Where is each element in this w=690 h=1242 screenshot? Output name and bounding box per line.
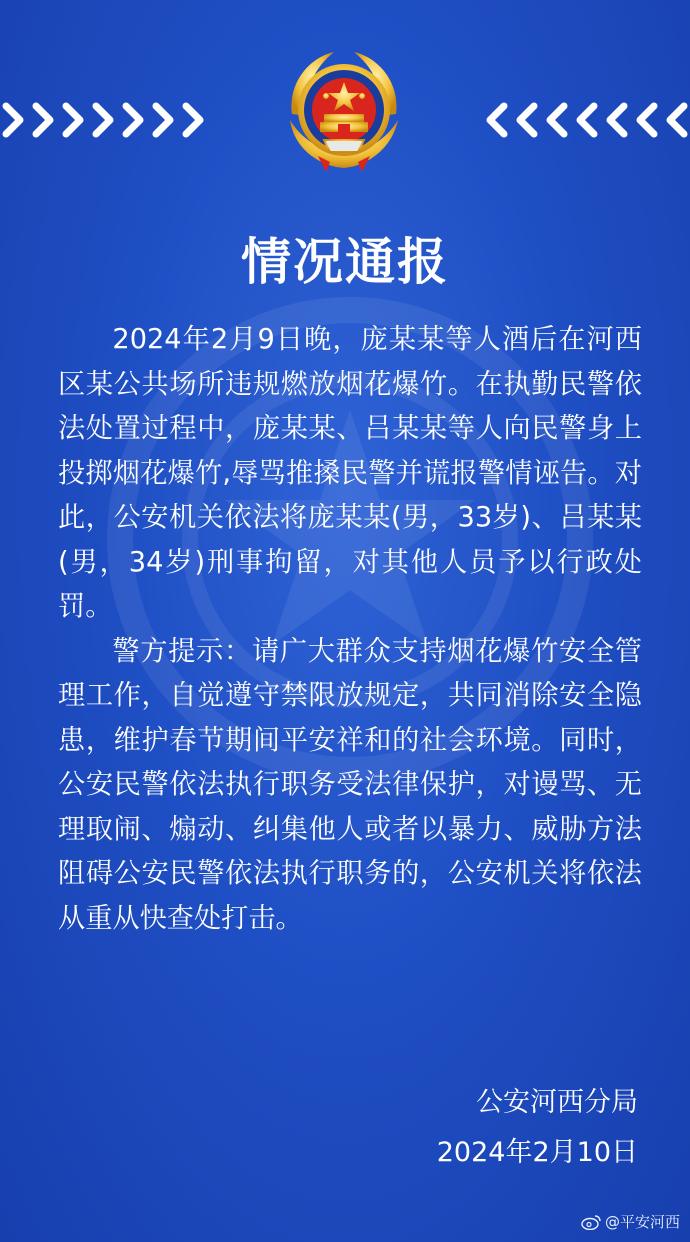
chevron-right-icon (90, 100, 118, 140)
right-chevron-row (482, 100, 690, 140)
chevron-left-icon (482, 100, 510, 140)
left-chevron-row (0, 100, 208, 140)
chevron-right-icon (60, 100, 88, 140)
chevron-right-icon (180, 100, 208, 140)
chevron-left-icon (512, 100, 540, 140)
chevron-right-icon (150, 100, 178, 140)
signature-org: 公安河西分局 (476, 1087, 638, 1118)
signature-date: 2024年2月10日 (436, 1137, 638, 1168)
chevron-right-icon (120, 100, 148, 140)
source-handle[interactable]: @平安河西 (604, 1213, 680, 1231)
chevron-left-icon (632, 100, 660, 140)
chevron-left-icon (662, 100, 690, 140)
chevron-left-icon (602, 100, 630, 140)
weibo-icon (581, 1214, 601, 1230)
chevron-right-icon (0, 100, 28, 140)
paragraph-incident: 2024年2月9日晚，庞某某等人酒后在河西区某公共场所违规燃放烟花爆竹。在执勤民警依法处置过程中，庞某某、吕某某等人向民警身上投掷烟花爆竹,辱骂推搡民警并谎报警情诬告。对此，公安机关依法将庞某某(男，33岁)、吕某某(男，34岁)刑事拘留，对其他人员予以行政处罚。 (58, 324, 642, 622)
chevron-left-icon (572, 100, 600, 140)
source-watermark (581, 1211, 680, 1232)
page-title: 情况通报 (241, 232, 449, 291)
police-emblem-icon (278, 44, 410, 180)
chevron-left-icon (542, 100, 570, 140)
notice-body (58, 318, 642, 941)
paragraph-police-tip: 警方提示：请广大群众支持烟花爆竹安全管理工作，自觉遵守禁限放规定，共同消除安全隐患，维护春节期间平安祥和的社会环境。同时，公安民警依法执行职务受法律保护，对谩骂、无理取闹、煽动、纠集他人或者以暴力、威胁方法阻碍公安民警依法执行职务的，公安机关将依法从重从快查处打击。 (58, 635, 642, 934)
chevron-right-icon (30, 100, 58, 140)
